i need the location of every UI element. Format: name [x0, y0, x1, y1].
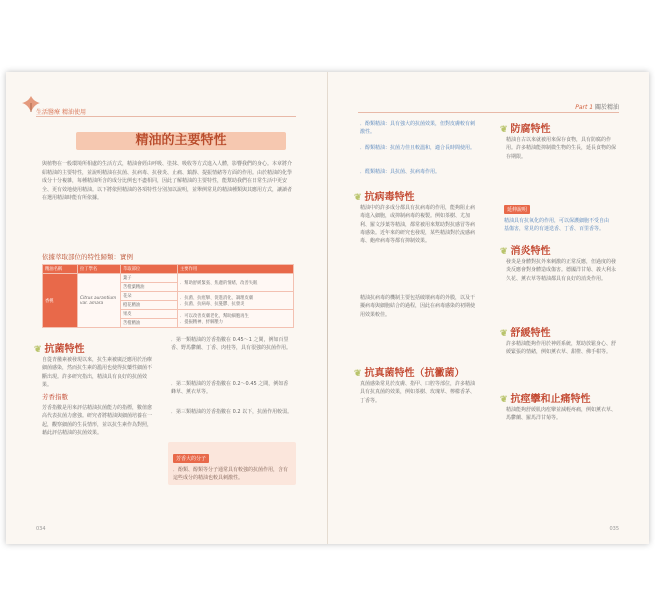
section-title-text: 抗真菌特性（抗黴菌） — [364, 368, 465, 379]
section-title-text: 抗痙攣和止痛特性 — [510, 394, 591, 405]
table-cell-part: 橙花精油 — [121, 301, 178, 310]
section-title-text: 防腐特性 — [510, 124, 551, 135]
col1-section-paragraph-3: 真菌感染常見於皮膚、指甲、口腔等部位，許多精油具有抗真菌的效果，例如茶樹、玫瑰草、檸檬香茅、丁香等。 — [360, 381, 476, 404]
table-cell-part: 花朵 — [121, 292, 178, 301]
page-number-left: 034 — [36, 526, 46, 532]
table-header-latin: 拉丁學名 — [78, 265, 121, 274]
section-title-anti-inflammatory — [500, 242, 551, 257]
right-header-title: 關於精油 — [594, 104, 619, 111]
section-title-text: 消炎特性 — [510, 246, 551, 257]
col2-section-paragraph-1: 精油自古以來就被用來保存食物，具有防腐的作用。許多精油能抑制微生物的生長，延長食物的保存期限。 — [506, 137, 617, 160]
leaf-icon: ❦ — [354, 369, 362, 379]
note-text: ．酚類、醇類等分子通常具有較強的抗菌作用，含有這些成分的精油也較具刺激性。 — [173, 467, 289, 481]
section-title-text: 舒緩特性 — [510, 328, 551, 339]
subsection-paragraph: 芳香指數是用來評估精油抗菌能力的指標，數值愈高代表抗菌力愈強。研究者將精油與細菌培養在一起，觀察細菌的生長情形，並以抗生素作為對照，藉此評估精油的抗菌效果。 — [42, 405, 153, 436]
col1-paragraph-3: ．醛類精油：具抗菌、抗病毒作用。 — [360, 169, 441, 175]
col2-section-paragraph-2: 發炎是身體對抗外來刺激的正常反應，但過度的發炎反應會對身體造成傷害。德國洋甘菊、義大利永久花、薰衣草等精油都具有良好的消炎作用。 — [506, 259, 617, 282]
table-use-text: ．抗菌、抗病毒、抗憂鬱、抗發炎 — [180, 301, 245, 307]
table-header-part: 萃取部位 — [121, 265, 178, 274]
page-number-right: 035 — [609, 526, 619, 532]
table-cell-use — [178, 292, 294, 310]
table-header-use: 主要作用 — [178, 265, 294, 274]
right-header-rule — [358, 112, 619, 113]
extended-note-text: 精油具有抗氧化的作用，可以保護細胞不受自由基傷害，常見的有迷迭香、丁香、百里香等。 — [504, 218, 610, 232]
book-spread — [6, 72, 649, 544]
leaf-icon: ❦ — [500, 247, 508, 257]
leaf-icon: ❦ — [34, 345, 42, 355]
left-header-title: 精油使用 — [61, 109, 86, 116]
mid-paragraph-2: ．第二類精油的芳香指數在 0.2～0.45 之間，例如香蜂草、薰衣草等。 — [171, 381, 289, 396]
note-tag: 芳香大的分子 — [173, 454, 209, 463]
table-cell-name: 香桃 — [43, 274, 78, 328]
col1-paragraph-2: ．醇類精油：抗菌力佳且較溫和，適合長時間使用。 — [360, 145, 476, 151]
left-header-rule — [36, 116, 296, 117]
leaf-icon: ❦ — [500, 395, 508, 405]
right-page — [328, 72, 649, 544]
section-title-antiviral — [354, 188, 415, 203]
subsection-title: 芳香指數 — [42, 393, 68, 401]
section-title-text: 抗菌特性 — [44, 344, 85, 355]
table-caption: 依據萃取部位的特性歸類：實例 — [42, 253, 133, 261]
section-title-antispasmodic — [500, 390, 591, 405]
mid-paragraph-3: ．第三類精油的芳香指數在 0.2 以下，抗菌作用較弱。 — [171, 409, 293, 415]
col1-section-paragraph-1: 精油中的許多成分都具有抗病毒的作用，能夠阻止病毒進入細胞，或抑制病毒的複製。例如茶樹、尤加利、羅文莎葉等精油，都常被用來幫助對抗感冒等病毒感染。近年來的研究也發現，某些精油對於流感病毒、皰疹病毒等都有抑制效果。 — [360, 205, 476, 245]
leaf-icon: ❦ — [500, 125, 508, 135]
section-title-antifungal — [354, 364, 465, 379]
table-cell-use: ．幫助舒緩緊張、焦慮的情緒，改善失眠 — [178, 274, 294, 292]
left-header — [36, 107, 86, 116]
col2-section-paragraph-3: 許多精油能夠作用於神經系統，幫助放鬆身心、舒緩緊張的情緒，例如薰衣草、甜橙、佛手柑等。 — [506, 341, 617, 356]
col1-paragraph-1: ．酚類精油：具有強大的抗菌效果，但對皮膚較有刺激性。 — [360, 121, 476, 136]
extraction-table — [42, 264, 294, 328]
table-use-text: ．可以改善皮膚老化，幫助細胞再生 — [180, 313, 249, 319]
col1-section-paragraph-2: 精油抗病毒的機制主要包括破壞病毒的外膜，以及干擾病毒與細胞結合的過程，因此在病毒感染的初期使用效果較佳。 — [360, 295, 476, 318]
table-use-text: ．提振精神、紓解壓力 — [180, 319, 223, 325]
page-title: 精油的主要特性 — [76, 132, 286, 150]
table-cell-part: 苦橙葉精油 — [121, 283, 178, 292]
right-header — [575, 102, 619, 111]
table-use-text: ．抗菌、抗痙攣、促進消化、調理皮膚 — [180, 295, 254, 301]
extended-note — [504, 196, 610, 233]
table-cell-part: 果皮 — [121, 310, 178, 319]
note-box — [168, 442, 296, 485]
section-title-soothing — [500, 324, 551, 339]
section-title-antibacterial — [34, 340, 85, 355]
left-header-series: 生活醫療 — [36, 109, 61, 116]
section-title-preservative — [500, 120, 551, 135]
table-cell-part: 苦橙精油 — [121, 319, 178, 328]
right-header-series: Part 1 — [575, 104, 594, 111]
leaf-icon: ❦ — [500, 329, 508, 339]
col2-section-paragraph-4: 精油能夠舒緩肌肉痙攣並減輕疼痛，例如薰衣草、馬鬱蘭、羅馬洋甘菊等。 — [506, 407, 617, 422]
leaf-icon: ❦ — [354, 193, 362, 203]
mid-paragraph-1: ．第一類精油的芳香指數在 0.45～1 之間，例如百里香、野馬鬱蘭、丁香、肉桂等，具有很強的抗菌作用。 — [171, 337, 292, 352]
intro-paragraph: 與植物在一般環境所相處的生活方式，精油會經由呼吸、塗抹、吸收等方式進入人體，影響我們的身心。本章將介紹精油的主要特性，並說明精油在抗菌、抗病毒、抗發炎、止痛、鎮靜、提振情緒等方面的作用。由於精油的化學成分十分複雜，每種精油所含的成分比例也不盡相同，因此了解精油的主要特性，能幫助我們在日常生活中更安全、更有效地使用精油。以下將依照精油的各項特性分別加以說明，並舉例常見的精油種類與其應用方式，讓讀者在選用精油時能有所依據。 — [42, 161, 293, 201]
table-cell-part: 葉子 — [121, 274, 178, 283]
table-cell-use — [178, 310, 294, 328]
table-header-name: 精油名稱 — [43, 265, 78, 274]
section-paragraph: 自從青黴素被發現以來，抗生素被廣泛應用於治療細菌感染，然而抗生素的濫用也使得抗藥性細菌不斷出現。許多研究指出，精油具有良好的抗菌效果。 — [42, 357, 153, 388]
section-title-text: 抗病毒特性 — [364, 192, 415, 203]
left-page — [6, 72, 327, 544]
table-cell-latin: Citrus aurantium var. amara — [78, 274, 121, 328]
extended-note-tag: 延伸說明 — [504, 205, 530, 214]
